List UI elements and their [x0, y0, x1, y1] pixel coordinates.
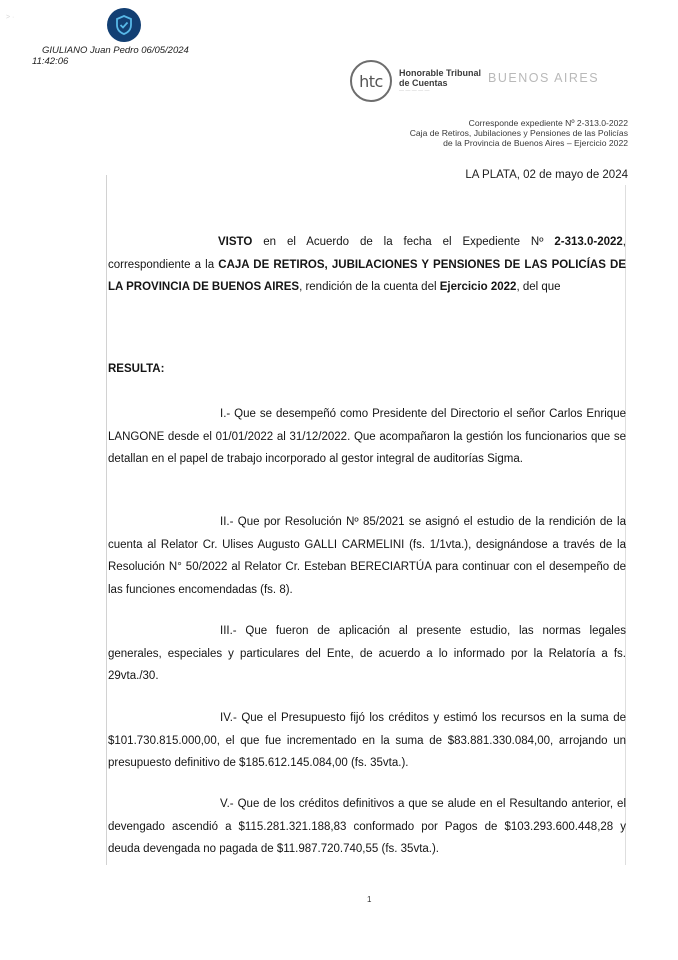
resultando-4-text: IV.- Que el Presupuesto fijó los créditos y estimó los recursos en la suma de $101.730.815.000,00, el que fue incrementado en la suma de $83.881.330.084,00, arrojando un presupuesto definitivo de $185.612.145.084,00 (fs. 35vta.). [108, 712, 626, 769]
expediente-number: 2-313.0-2022 [554, 236, 623, 248]
digital-signature [32, 46, 189, 67]
resultando-1 [108, 403, 626, 471]
resulta-heading: RESULTA: [108, 363, 165, 375]
ejercicio: Ejercicio 2022 [439, 281, 517, 293]
logo-name [399, 68, 481, 88]
logo-subtitle-faint: — — — — — [399, 88, 430, 94]
visto-lead: VISTO [218, 236, 253, 248]
file-reference [410, 118, 628, 149]
resultando-3-text: III.- Que fueron de aplicación al presente estudio, las normas legales generales, especiales y particulares del Ente, de acuerdo a lo informado por la Relatoría a fs. 29vta./30. [108, 625, 626, 682]
visto-paragraph [108, 231, 626, 299]
signature-name-date: GIULIANO Juan Pedro 06/05/2024 [42, 45, 189, 56]
reference-line2: Caja de Retiros, Jubilaciones y Pensiones de las Policías [409, 128, 628, 139]
resultando-1-text: I.- Que se desempeñó como Presidente del Directorio el señor Carlos Enrique LANGONE desde el 01/01/2022 al 31/12/2022. Que acompañaron la gestión los funcionarios que se detallan en el papel de trabajo incorporado al gestor integral de auditorías Sigma. [108, 408, 626, 465]
resultando-5 [108, 793, 626, 861]
shield-check-icon [113, 14, 135, 36]
logo-name-line2: de Cuentas [399, 78, 448, 88]
resultando-3 [108, 620, 626, 688]
htc-logo-mark: htc [350, 60, 392, 102]
visto-text-3: , rendición de la cuenta del [299, 281, 440, 293]
visto-text-2: , correspondiente a la [108, 236, 626, 271]
signature-time: 11:42:06 [32, 55, 69, 67]
reference-line3: de la Provincia de Buenos Aires – Ejercicio 2022 [443, 138, 628, 149]
htc-logo [350, 60, 481, 102]
buenos-aires-mark: BUENOS AIRES [488, 71, 600, 85]
reference-line1: Corresponde expediente Nº 2-313.0-2022 [468, 118, 628, 128]
resultando-2-text: II.- Que por Resolución Nº 85/2021 se asignó el estudio de la rendición de la cuenta al Relator Cr. Ulises Augusto GALLI CARMELINI (fs. 1/1vta.), designándose a través de la Resolución N° 50/2022 al Relator Cr. Esteban BERECIARTÚA para continuar con el desempeño de las funciones encomendadas (fs. 8). [108, 516, 626, 596]
resultando-2 [108, 511, 626, 601]
visto-text-4: , del que [516, 281, 561, 293]
entity-name: CAJA DE RETIROS, JUBILACIONES Y PENSIONES DE LAS POLICÍAS DE LA PROVINCIA DE BUENOS AIRES [108, 258, 626, 293]
resultando-5-text: V.- Que de los créditos definitivos a que se alude en el Resultando anterior, el devengado ascendió a $115.281.321.188,83 conformado por Pagos de $103.293.600.448,28 y deuda devengada no pagada de $11.987.720.740,55 (fs. 35vta.). [108, 798, 626, 855]
place-date: LA PLATA, 02 de mayo de 2024 [465, 169, 628, 181]
page-number: 1 [367, 895, 372, 904]
resultando-4 [108, 707, 626, 775]
left-margin-line [106, 175, 107, 865]
visto-text-1: en el Acuerdo de la fecha el Expediente Nº [252, 236, 555, 248]
scan-mark: > · [6, 14, 15, 21]
signature-shield-icon [107, 8, 141, 42]
logo-name-line1: Honorable Tribunal [399, 68, 482, 78]
